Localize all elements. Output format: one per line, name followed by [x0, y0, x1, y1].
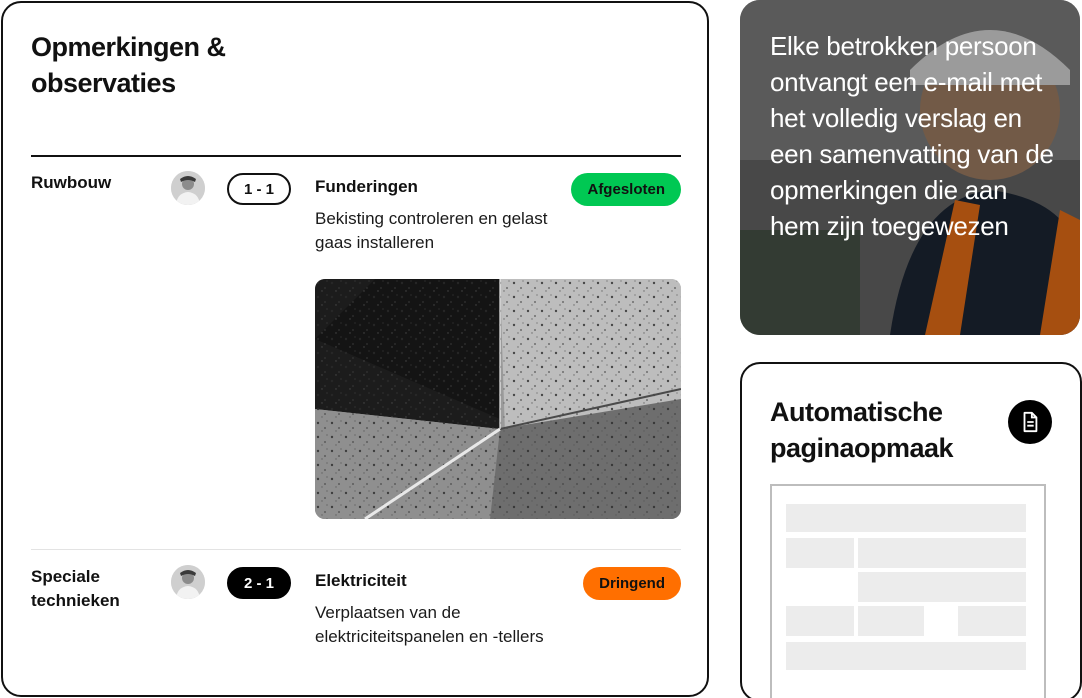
document-icon: [1008, 400, 1052, 444]
category-label: Ruwbouw: [31, 173, 112, 192]
item-description: Bekisting controleren en gelast gaas installeren: [315, 209, 548, 252]
status-badge: Dringend: [583, 567, 681, 600]
item-title: Elektriciteit: [315, 571, 407, 590]
layout-block: [786, 504, 1026, 532]
observation-photo: [315, 279, 681, 519]
item-description: Verplaatsen van de elektriciteitspanelen en -tellers: [315, 603, 544, 646]
page-layout-preview: [770, 484, 1046, 698]
auto-layout-card: [740, 362, 1082, 698]
reference-badge: 1 - 1: [227, 173, 291, 205]
layout-block: [858, 572, 1026, 602]
avatar: [171, 565, 205, 599]
reference-badge: 2 - 1: [227, 567, 291, 599]
observations-card: [1, 1, 709, 697]
layout-title: Automatische paginaopmaak: [770, 397, 954, 463]
avatar: [171, 171, 205, 205]
layout-block: [858, 538, 1026, 568]
layout-block: [958, 606, 1026, 636]
status-badge: Afgesloten: [571, 173, 681, 206]
divider: [31, 155, 681, 157]
divider: [31, 549, 681, 550]
layout-block: [858, 606, 924, 636]
layout-block: [786, 538, 854, 568]
observations-title: Opmerkingen & observaties: [31, 32, 226, 98]
quote-text: Elke betrokken persoon ontvangt een e-mail met het volledig verslag en een samenvatting van de opmerkingen die aan hem zijn toegewezen: [770, 31, 1054, 241]
layout-block: [786, 606, 854, 636]
category-label: Speciale technieken: [31, 567, 120, 610]
layout-block: [786, 642, 1026, 670]
notification-info-card: [740, 0, 1080, 335]
item-title: Funderingen: [315, 177, 418, 196]
